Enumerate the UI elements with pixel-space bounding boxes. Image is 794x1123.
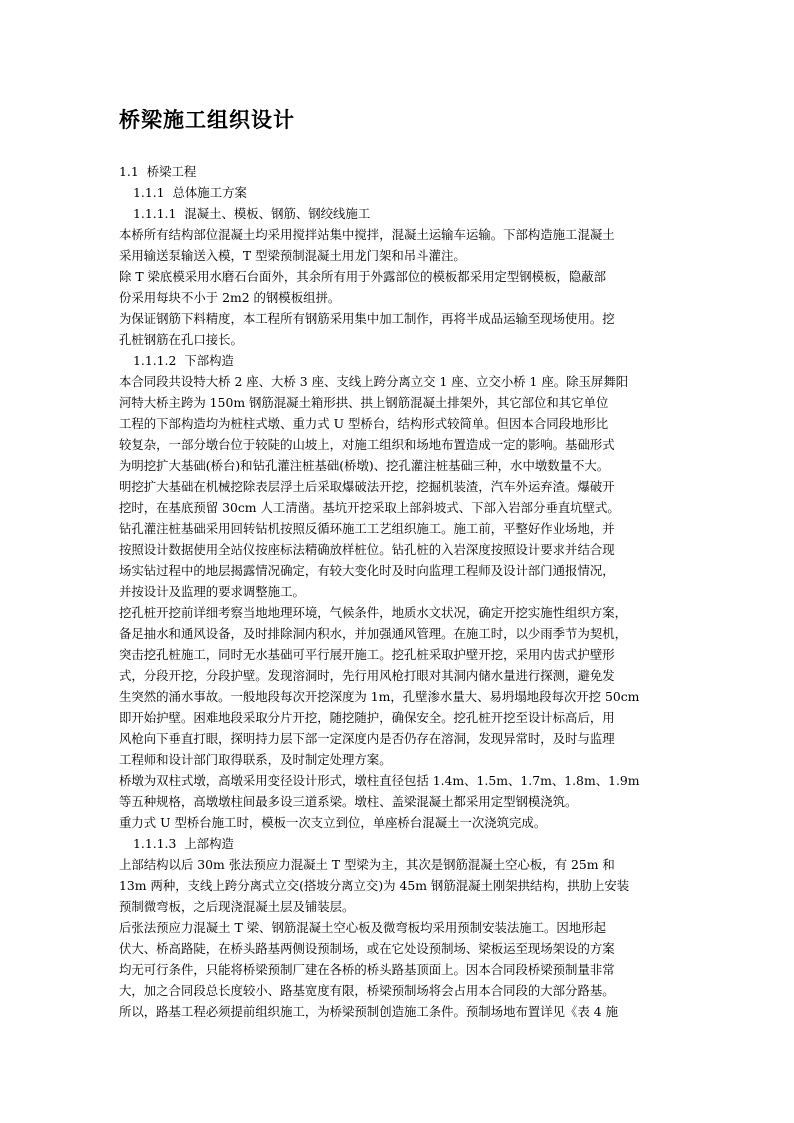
heading-text: 桥梁工程 bbox=[146, 164, 197, 179]
paragraph-line: 采用输送泵输送入模，T 型梁预制混凝土用龙门架和吊斗灌注。 bbox=[119, 248, 466, 263]
paragraph-line: 工程师和设计部门取得联系，及时制定处理方案。 bbox=[119, 752, 392, 767]
paragraph-line: 工程的下部构造均为桩柱式墩、重力式 U 型桥台，结构形式较简单。但因本合同段地形比 bbox=[119, 416, 609, 431]
paragraph-line: 伏大、桥高路陡，在桥头路基两侧设预制场，或在它处设预制场、梁板运至现场架设的方案 bbox=[119, 941, 615, 956]
paragraph-line: 为保证钢筋下料精度，本工程所有钢筋采用集中加工制作，再将半成品运输至现场使用。挖 bbox=[119, 311, 615, 326]
paragraph-line: 明挖扩大基础在机械挖除表层浮土后采取爆破法开挖，挖掘机装渣，汽车外运弃渣。爆破开 bbox=[119, 479, 615, 494]
paragraph-line: 所以，路基工程必须提前组织施工，为桥梁预制创造施工条件。预制场地布置详见《表 4 施 bbox=[119, 1004, 618, 1019]
paragraph-line: 风枪向下垂直打眼，探明持力层下部一定深度内是否仍存在溶洞，发现异常时，及时与监理 bbox=[119, 731, 615, 746]
paragraph-line: 即开始护壁。困难地段采取分片开挖，随挖随护，确保安全。挖孔桩开挖至设计标高后，用 bbox=[119, 710, 615, 725]
paragraph-line: 后张法预应力混凝土 T 梁、钢筋混凝土空心板及微弯板均采用预制安装法施工。因地形起 bbox=[119, 920, 606, 935]
heading-1-1 bbox=[119, 161, 679, 182]
heading-number: 1.1.1 bbox=[133, 185, 165, 200]
paragraph-line: 上部结构以后 30m 张法预应力混凝土 T 型梁为主，其次是钢筋混凝土空心板，有 25m 和 bbox=[119, 857, 615, 872]
paragraph-line: 生突然的涌水事故。一般地段每次开挖深度为 1m，孔壁渗水量大、易坍塌地段每次开挖 50cm bbox=[119, 689, 640, 704]
paragraph-line: 桥墩为双柱式墩，高墩采用变径设计形式，墩柱直径包括 1.4m、1.5m、1.7m、1.8m、1.9m bbox=[119, 773, 640, 788]
paragraph-line: 本合同段共设特大桥 2 座、大桥 3 座、支线上跨分离立交 1 座、立交小桥 1 座。除玉屏舞阳 bbox=[119, 374, 629, 389]
document-body bbox=[119, 161, 679, 1022]
heading-text: 混凝土、模板、钢筋、钢绞线施工 bbox=[184, 206, 371, 221]
paragraph-line: 较复杂，一部分墩台位于较陡的山坡上，对施工组织和场地布置造成一定的影响。基础形式 bbox=[119, 437, 615, 452]
heading-text: 上部构造 bbox=[184, 836, 234, 851]
paragraph-line: 13m 两种，支线上跨分离式立交(搭坡分离立交)为 45m 钢筋混凝土刚架拱结构，拱肋上安装 bbox=[119, 878, 630, 893]
paragraph-line: 备足抽水和通风设备，及时排除洞内积水，并加强通风管理。在施工时，以少雨季节为契机， bbox=[119, 626, 628, 641]
paragraph-line: 除 T 梁底模采用水磨石台面外，其余所有用于外露部位的模板都采用定型钢模板，隐蔽部 bbox=[119, 269, 606, 284]
paragraph-line: 为明挖扩大基础(桥台)和钻孔灌注桩基础(桥墩)、挖孔灌注桩基础三种，水中墩数量不大。 bbox=[119, 458, 610, 473]
document-title: 桥梁施工组织设计 bbox=[119, 107, 295, 132]
heading-number: 1.1.1.1 bbox=[133, 206, 177, 221]
paragraph-line: 均无可行条件，只能将桥梁预制厂建在各桥的桥头路基顶面上。因本合同段桥梁预制量非常 bbox=[119, 962, 615, 977]
heading-1-1-1-3 bbox=[119, 833, 679, 854]
heading-1-1-1-2 bbox=[119, 350, 679, 371]
paragraph-line: 份采用每块不小于 2m2 的钢模板组拼。 bbox=[119, 290, 341, 305]
heading-text: 总体施工方案 bbox=[172, 185, 247, 200]
heading-1-1-1-1 bbox=[119, 203, 679, 224]
paragraph-line: 重力式 U 型桥台施工时，模板一次支立到位，单座桥台混凝土一次浇筑完成。 bbox=[119, 815, 547, 830]
heading-number: 1.1.1.2 bbox=[133, 353, 177, 368]
paragraph-line: 挖孔桩开挖前详细考察当地地理环境，气候条件，地质水文状况，确定开挖实施性组织方案， bbox=[119, 605, 628, 620]
paragraph-line: 式，分段开挖，分段护壁。发现溶洞时，先行用风枪打眼对其洞内储水量进行探测，避免发 bbox=[119, 668, 615, 683]
paragraph-line: 并按设计及监理的要求调整施工。 bbox=[119, 584, 305, 599]
paragraph-line: 突击挖孔桩施工，同时无水基础可平行展开施工。挖孔桩采取护壁开挖，采用内齿式护壁形 bbox=[119, 647, 615, 662]
paragraph-line: 按照设计数据使用全站仪按座标法精确放样桩位。钻孔桩的入岩深度按照设计要求并结合现 bbox=[119, 542, 615, 557]
heading-text: 下部构造 bbox=[184, 353, 234, 368]
paragraph-line: 本桥所有结构部位混凝土均采用搅拌站集中搅拌，混凝土运输车运输。下部构造施工混凝土 bbox=[119, 227, 615, 242]
paragraph-line: 孔桩钢筋在孔口接长。 bbox=[119, 332, 243, 347]
paragraph-line: 河特大桥主跨为 150m 钢筋混凝土箱形拱、拱上钢筋混凝土排架外，其它部位和其它单位 bbox=[119, 395, 609, 410]
paragraph-line: 大，加之合同段总长度较小、路基宽度有限，桥梁预制场将会占用本合同段的大部分路基。 bbox=[119, 983, 615, 998]
paragraph-line: 等五种规格，高墩墩柱间最多设三道系梁。墩柱、盖梁混凝土都采用定型钢模浇筑。 bbox=[119, 794, 578, 809]
paragraph-line: 挖时，在基底预留 30cm 人工清凿。基坑开挖采取上部斜坡式、下部入岩部分垂直坑壁式。 bbox=[119, 500, 620, 515]
heading-number: 1.1 bbox=[119, 164, 139, 179]
paragraph-line: 预制微弯板，之后现浇混凝土层及铺装层。 bbox=[119, 899, 355, 914]
heading-1-1-1 bbox=[119, 182, 679, 203]
paragraph-line: 场实钻过程中的地层揭露情况确定，有较大变化时及时向监理工程师及设计部门通报情况， bbox=[119, 563, 615, 578]
paragraph-line: 钻孔灌注桩基础采用回转钻机按照反循环施工工艺组织施工。施工前，平整好作业场地，并 bbox=[119, 521, 615, 536]
heading-number: 1.1.1.3 bbox=[133, 836, 177, 851]
